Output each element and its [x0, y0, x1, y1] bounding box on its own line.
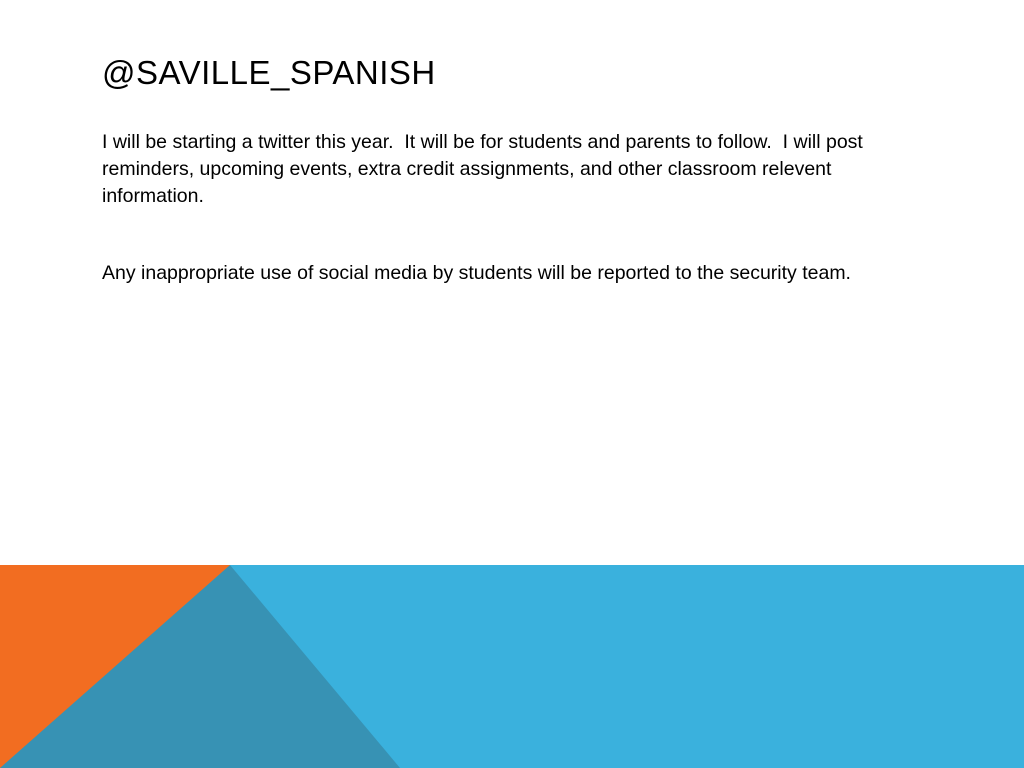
slide-body [102, 129, 922, 287]
slide-title: @SAVILLE_SPANISH [102, 54, 436, 91]
footer-decoration [0, 565, 1024, 768]
body-paragraph-social-media-policy: Any inappropriate use of social media by students will be reported to the security team. [102, 262, 851, 284]
body-paragraph-twitter: I will be starting a twitter this year. It will be for students and parents to follow. I will post reminders, upcoming events, extra credit assignments, and other classroom relevent information. [102, 131, 869, 207]
